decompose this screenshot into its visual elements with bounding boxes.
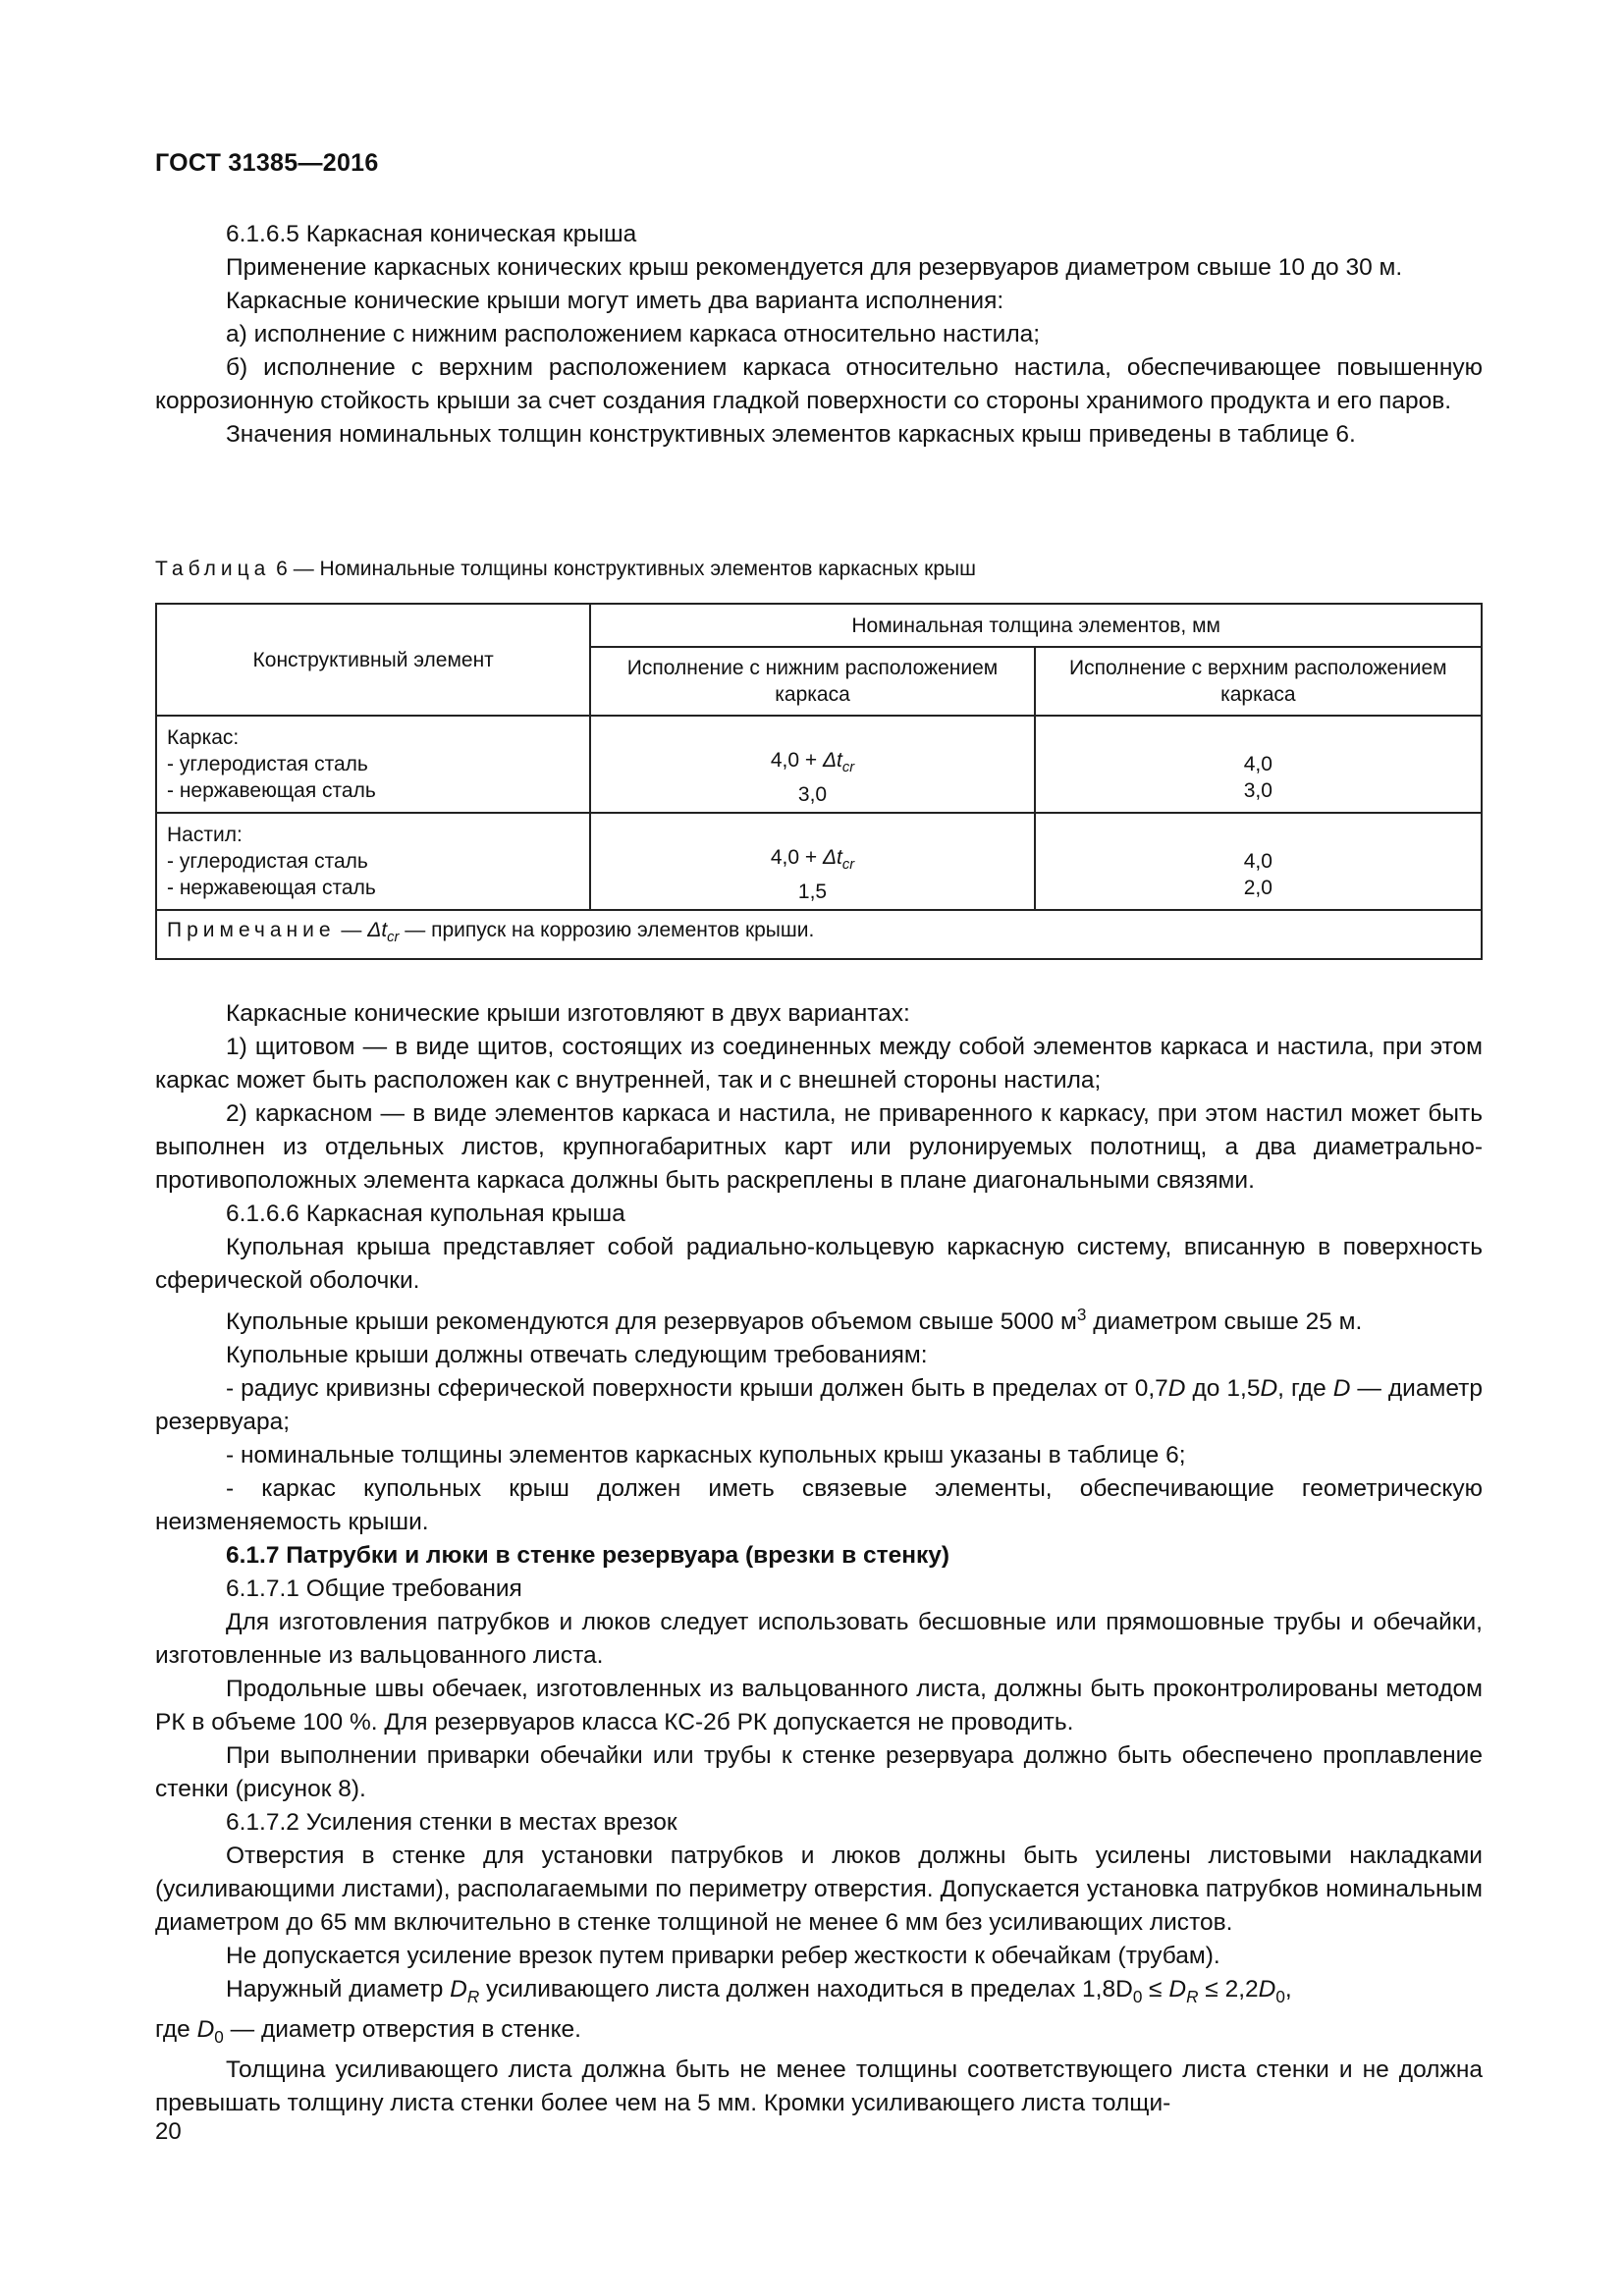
subsection-title: 6.1.6.5 Каркасная коническая крыша — [226, 221, 637, 247]
paragraph: Толщина усиливающего листа должна быть не менее толщины соответствующего листа стенки и не должна превышать толщину листа стенки более чем на 5 мм. Кромки усиливающего листа толщи- — [155, 2056, 1483, 2116]
table-row-note — [156, 910, 1482, 958]
table-caption-text: 6 — Номинальные толщины конструктивных элементов каркасных крыш — [270, 558, 976, 580]
paragraph: Для изготовления патрубков и люков следует использовать бесшовные или прямошовные трубы и обечайки, изготовленные из вальцованного листа. — [155, 1609, 1483, 1670]
symbol-D: D — [1332, 1375, 1351, 1403]
text: до 1,5 — [1185, 1375, 1261, 1403]
subsection-title: 6.1.7.1 Общие требования — [226, 1575, 522, 1603]
text: Купольные крыши рекомендуются для резервуаров объемом свыше 5000 м — [226, 1308, 1077, 1336]
table-row-frame — [156, 716, 1482, 813]
text: — диаметр резервуара; — [155, 1375, 1483, 1436]
paragraph: Значения номинальных толщин конструктивных элементов каркасных крыш приведены в таблице 6. — [226, 421, 1356, 448]
delta-t-symbol: Δt — [822, 846, 842, 870]
list-item: 1) щитовом — в виде щитов, состоящих из соединенных между собой элементов каркаса и настила, при этом каркас может быть расположен как с внутренней, так и с внешней стороны настила; — [155, 1034, 1483, 1094]
list-item: - номинальные толщины элементов каркасных купольных крыш указаны в таблице 6; — [226, 1442, 1186, 1469]
row-sub-stainless: - нержавеющая сталь — [167, 779, 376, 803]
value-stainless: 3,0 — [1243, 779, 1272, 803]
paragraph — [155, 1973, 1483, 2013]
text: — диаметр отверстия в стенке. — [223, 2016, 581, 2044]
document-header: ГОСТ 31385—2016 — [155, 149, 379, 177]
symbol-D: D — [1260, 1375, 1278, 1403]
table-note — [156, 910, 1482, 958]
cell-deck-lower — [590, 813, 1034, 910]
text: где — [155, 2016, 197, 2044]
list-item: а) исполнение с нижним расположением каркаса относительно настила; — [226, 321, 1041, 347]
row-sub-carbon: - углеродистая сталь — [167, 753, 368, 776]
paragraph: Каркасные конические крыши изготовляют в двух вариантах: — [226, 1000, 910, 1027]
table-caption-word: Таблица — [155, 558, 271, 580]
paragraph — [155, 1298, 1483, 1339]
delta-t-subscript: cr — [387, 930, 400, 946]
table-row-deck — [156, 813, 1482, 910]
list-item — [155, 1372, 1483, 1439]
text: ≤ 2,2 — [1198, 1976, 1259, 2003]
header-cell-element: Конструктивный элемент — [156, 604, 590, 716]
subscript: 0 — [1132, 1987, 1143, 2007]
value-carbon: 4,0 — [1243, 753, 1272, 776]
table-caption — [155, 558, 976, 581]
value-carbon — [601, 844, 1023, 879]
symbol-D: D — [1167, 1375, 1186, 1403]
subscript: R — [1186, 1987, 1199, 2007]
symbol-D: D — [196, 2016, 215, 2044]
subsection-title: 6.1.7.2 Усиления стенки в местах врезок — [226, 1809, 677, 1837]
text: усиливающего листа должен находиться в пределах 1,8D — [479, 1976, 1133, 2003]
text: Наружный диаметр — [226, 1976, 451, 2003]
note-dash: — — [335, 919, 368, 942]
symbol-D: D — [1168, 1976, 1187, 2003]
subscript: 0 — [1275, 1987, 1285, 2007]
symbol-D: D — [450, 1976, 467, 2003]
text: диаметром свыше 25 м. — [1086, 1308, 1363, 1336]
paragraph: Отверстия в стенке для установки патрубков и люков должны быть усилены листовыми накладками (усиливающими листами), располагаемыми по периметру отверстия. Допускается установка патрубков номинальным диаметром до 65 мм включительно в стенке толщиной не менее 6 мм без усиливающих листов. — [155, 1842, 1483, 1937]
page-number: 20 — [155, 2118, 182, 2145]
value-stainless: 3,0 — [797, 783, 828, 807]
header-cell-upper: Исполнение с верхним расположением каркаса — [1035, 647, 1482, 716]
text: , — [1284, 1976, 1292, 2003]
subscript: R — [466, 1987, 480, 2007]
delta-t-symbol: Δt — [822, 749, 842, 772]
cell-frame-lower — [590, 716, 1034, 813]
paragraph: Применение каркасных конических крыш рекомендуется для резервуаров диаметром свыше 10 до 30 м. — [226, 254, 1403, 281]
cell-frame-upper — [1035, 716, 1482, 813]
value-stainless: 1,5 — [797, 881, 828, 904]
list-item: 2) каркасном — в виде элементов каркаса и настила, не приваренного к каркасу, при этом настил может быть выполнен из отдельных листов, крупногабаритных карт или рулонируемых полотнищ, а два диаметрально-противоположных элемента каркаса должны быть раскреплены в плане диагональными связями. — [155, 1100, 1483, 1194]
section-title: 6.1.7 Патрубки и люки в стенке резервуара (врезки в стенку) — [226, 1542, 950, 1570]
row-label: Каркас: — [167, 726, 240, 750]
cell-deck-label — [156, 813, 590, 910]
paragraph: Продольные швы обечаек, изготовленных из вальцованного листа, должны быть проконтролированы методом РК в объеме 100 %. Для резервуаров класса КС-2б РК допускается не проводить. — [155, 1676, 1483, 1736]
text: ≤ — [1142, 1976, 1169, 2003]
header-cell-nominal: Номинальная толщина элементов, мм — [590, 604, 1482, 647]
list-item: б) исполнение с верхним расположением каркаса относительно настила, обеспечивающее повышенную коррозионную стойкость крыши за счет создания гладкой поверхности со стороны хранимого продукта и его паров. — [155, 354, 1483, 414]
note-label: Примечание — [167, 919, 336, 942]
symbol-D: D — [1258, 1976, 1276, 2003]
header-cell-lower: Исполнение с нижним расположением каркаса — [590, 647, 1034, 716]
paragraph-continuation — [155, 2013, 1483, 2054]
paragraph: Каркасные конические крыши могут иметь два варианта исполнения: — [226, 288, 1004, 314]
section-6-1-6-5 — [155, 218, 1483, 452]
row-sub-stainless: - нержавеющая сталь — [167, 877, 376, 900]
value-text: 4,0 + — [770, 846, 823, 870]
text: , где — [1277, 1375, 1333, 1403]
subsection-title: 6.1.6.6 Каркасная купольная крыша — [226, 1201, 625, 1227]
row-label: Настил: — [167, 824, 243, 847]
list-item: - каркас купольных крыш должен иметь связевые элементы, обеспечивающие геометрическую неизменяемость крыши. — [155, 1475, 1483, 1536]
cell-frame-label — [156, 716, 590, 813]
delta-t-subscript: cr — [841, 857, 855, 874]
cell-deck-upper — [1035, 813, 1482, 910]
paragraph: При выполнении приварки обечайки или трубы к стенке резервуара должно быть обеспечено проплавление стенки (рисунок 8). — [155, 1742, 1483, 1803]
note-text: — припуск на коррозию элементов крыши. — [399, 919, 815, 942]
superscript: 3 — [1076, 1305, 1087, 1324]
delta-t-subscript: cr — [841, 760, 855, 776]
value-text: 4,0 + — [770, 749, 823, 772]
value-carbon: 4,0 — [1243, 850, 1272, 874]
subscript: 0 — [214, 2026, 224, 2047]
table-6 — [155, 603, 1483, 960]
value-stainless: 2,0 — [1243, 877, 1272, 900]
delta-t-symbol: Δt — [367, 919, 388, 942]
section-continued — [155, 997, 1483, 2120]
row-sub-carbon: - углеродистая сталь — [167, 850, 368, 874]
paragraph: Купольные крыши должны отвечать следующим требованиям: — [226, 1342, 928, 1369]
text: - радиус кривизны сферической поверхности крыши должен быть в пределах от 0,7 — [226, 1375, 1168, 1403]
paragraph: Не допускается усиление врезок путем приварки ребер жесткости к обечайкам (трубам). — [226, 1943, 1220, 1970]
value-carbon — [601, 747, 1023, 781]
paragraph: Купольная крыша представляет собой радиально-кольцевую каркасную систему, вписанную в поверхность сферической оболочки. — [155, 1234, 1483, 1294]
